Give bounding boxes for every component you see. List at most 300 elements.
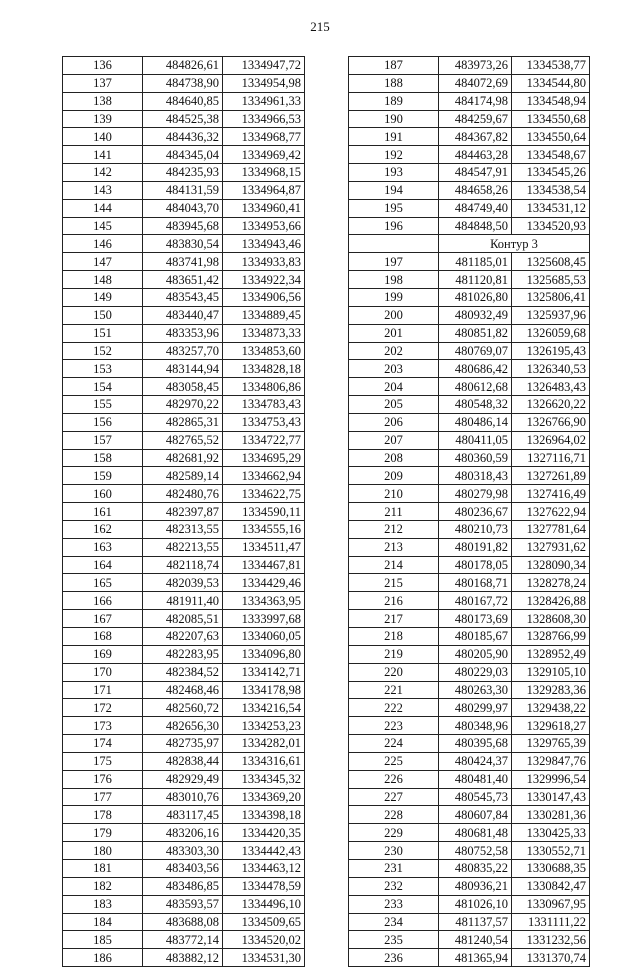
x-coordinate-cell: 484848,50 bbox=[439, 217, 512, 235]
point-number-cell: 235 bbox=[349, 931, 439, 949]
x-coordinate-cell: 484367,82 bbox=[439, 128, 512, 146]
point-number-cell: 230 bbox=[349, 842, 439, 860]
point-number-cell: 137 bbox=[63, 74, 143, 92]
table-row bbox=[63, 431, 305, 449]
point-number-cell: 145 bbox=[63, 217, 143, 235]
y-coordinate-cell: 1334316,61 bbox=[223, 752, 305, 770]
y-coordinate-cell: 1334467,81 bbox=[223, 556, 305, 574]
y-coordinate-cell: 1334253,23 bbox=[223, 717, 305, 735]
x-coordinate-cell: 480752,58 bbox=[439, 842, 512, 860]
y-coordinate-cell: 1334695,29 bbox=[223, 449, 305, 467]
x-coordinate-cell: 482838,44 bbox=[143, 752, 223, 770]
table-row bbox=[63, 788, 305, 806]
point-number-cell: 194 bbox=[349, 181, 439, 199]
point-number-cell: 229 bbox=[349, 824, 439, 842]
table-row bbox=[349, 449, 590, 467]
table-row bbox=[349, 628, 590, 646]
table-row bbox=[349, 57, 590, 75]
y-coordinate-cell: 1334216,54 bbox=[223, 699, 305, 717]
y-coordinate-cell: 1326340,53 bbox=[512, 360, 590, 378]
x-coordinate-cell: 480851,82 bbox=[439, 324, 512, 342]
table-row bbox=[349, 806, 590, 824]
point-number-cell: 160 bbox=[63, 485, 143, 503]
y-coordinate-cell: 1334969,42 bbox=[223, 146, 305, 164]
x-coordinate-cell: 484658,26 bbox=[439, 181, 512, 199]
y-coordinate-cell: 1334178,98 bbox=[223, 681, 305, 699]
table-row bbox=[63, 467, 305, 485]
y-coordinate-cell: 1334943,46 bbox=[223, 235, 305, 253]
y-coordinate-cell: 1334889,45 bbox=[223, 306, 305, 324]
x-coordinate-cell: 480411,05 bbox=[439, 431, 512, 449]
x-coordinate-cell: 480210,73 bbox=[439, 520, 512, 538]
x-coordinate-cell: 484259,67 bbox=[439, 110, 512, 128]
table-row bbox=[349, 324, 590, 342]
table-row bbox=[63, 449, 305, 467]
table-row bbox=[63, 538, 305, 556]
y-coordinate-cell: 1334828,18 bbox=[223, 360, 305, 378]
y-coordinate-cell: 1329847,76 bbox=[512, 752, 590, 770]
point-number-cell: 158 bbox=[63, 449, 143, 467]
table-row bbox=[349, 610, 590, 628]
point-number-cell: 157 bbox=[63, 431, 143, 449]
x-coordinate-cell: 482384,52 bbox=[143, 663, 223, 681]
table-row bbox=[63, 931, 305, 949]
y-coordinate-cell: 1334964,87 bbox=[223, 181, 305, 199]
page-number: 215 bbox=[310, 19, 330, 34]
y-coordinate-cell: 1334520,93 bbox=[512, 217, 590, 235]
x-coordinate-cell: 480686,42 bbox=[439, 360, 512, 378]
table-row bbox=[349, 949, 590, 967]
point-number-cell: 203 bbox=[349, 360, 439, 378]
table-row bbox=[349, 146, 590, 164]
point-number-cell: 161 bbox=[63, 503, 143, 521]
y-coordinate-cell: 1334906,56 bbox=[223, 288, 305, 306]
table-row bbox=[349, 217, 590, 235]
x-coordinate-cell: 480236,67 bbox=[439, 503, 512, 521]
table-row bbox=[349, 396, 590, 414]
x-coordinate-cell: 483543,45 bbox=[143, 288, 223, 306]
y-coordinate-cell: 1334363,95 bbox=[223, 592, 305, 610]
x-coordinate-cell: 484131,59 bbox=[143, 181, 223, 199]
table-row bbox=[349, 467, 590, 485]
x-coordinate-cell: 484547,91 bbox=[439, 164, 512, 182]
point-number-cell: 184 bbox=[63, 913, 143, 931]
point-number-cell: 138 bbox=[63, 92, 143, 110]
table-row bbox=[349, 592, 590, 610]
table-row bbox=[63, 413, 305, 431]
x-coordinate-cell: 482480,76 bbox=[143, 485, 223, 503]
y-coordinate-cell: 1331370,74 bbox=[512, 949, 590, 967]
point-number-cell: 193 bbox=[349, 164, 439, 182]
table-row bbox=[63, 288, 305, 306]
point-number-cell: 177 bbox=[63, 788, 143, 806]
table-row bbox=[63, 717, 305, 735]
point-number-cell: 200 bbox=[349, 306, 439, 324]
table-row bbox=[349, 306, 590, 324]
y-coordinate-cell: 1334096,80 bbox=[223, 645, 305, 663]
y-coordinate-cell: 1334511,47 bbox=[223, 538, 305, 556]
point-number-cell: 187 bbox=[349, 57, 439, 75]
table-row bbox=[63, 859, 305, 877]
table-row bbox=[349, 128, 590, 146]
y-coordinate-cell: 1330842,47 bbox=[512, 877, 590, 895]
point-number-cell: 186 bbox=[63, 949, 143, 967]
x-coordinate-cell: 483206,16 bbox=[143, 824, 223, 842]
x-coordinate-cell: 483486,85 bbox=[143, 877, 223, 895]
y-coordinate-cell: 1325806,41 bbox=[512, 288, 590, 306]
x-coordinate-cell: 483882,12 bbox=[143, 949, 223, 967]
y-coordinate-cell: 1328090,34 bbox=[512, 556, 590, 574]
point-number-cell: 154 bbox=[63, 378, 143, 396]
point-number-cell: 144 bbox=[63, 199, 143, 217]
table-row bbox=[63, 253, 305, 271]
x-coordinate-cell: 483303,30 bbox=[143, 842, 223, 860]
table-row bbox=[63, 699, 305, 717]
y-coordinate-cell: 1334548,94 bbox=[512, 92, 590, 110]
y-coordinate-cell: 1330425,33 bbox=[512, 824, 590, 842]
point-number-cell: 143 bbox=[63, 181, 143, 199]
table-row bbox=[63, 681, 305, 699]
table-row bbox=[349, 913, 590, 931]
point-number-cell: 180 bbox=[63, 842, 143, 860]
x-coordinate-cell: 482213,55 bbox=[143, 538, 223, 556]
y-coordinate-cell: 1326195,43 bbox=[512, 342, 590, 360]
y-coordinate-cell: 1334531,30 bbox=[223, 949, 305, 967]
x-coordinate-cell: 482970,22 bbox=[143, 396, 223, 414]
coordinates-table-right bbox=[348, 56, 590, 967]
x-coordinate-cell: 484235,93 bbox=[143, 164, 223, 182]
table-row bbox=[349, 253, 590, 271]
y-coordinate-cell: 1330281,36 bbox=[512, 806, 590, 824]
y-coordinate-cell: 1327116,71 bbox=[512, 449, 590, 467]
point-number-cell: 208 bbox=[349, 449, 439, 467]
point-number-cell: 207 bbox=[349, 431, 439, 449]
table-row bbox=[63, 271, 305, 289]
x-coordinate-cell: 483144,94 bbox=[143, 360, 223, 378]
x-coordinate-cell: 482397,87 bbox=[143, 503, 223, 521]
y-coordinate-cell: 1327622,94 bbox=[512, 503, 590, 521]
x-coordinate-cell: 481120,81 bbox=[439, 271, 512, 289]
y-coordinate-cell: 1328426,88 bbox=[512, 592, 590, 610]
y-coordinate-cell: 1326620,22 bbox=[512, 396, 590, 414]
point-number-cell: 165 bbox=[63, 574, 143, 592]
point-number-cell: 215 bbox=[349, 574, 439, 592]
x-coordinate-cell: 482118,74 bbox=[143, 556, 223, 574]
point-number-cell: 192 bbox=[349, 146, 439, 164]
x-coordinate-cell: 482313,55 bbox=[143, 520, 223, 538]
table-row bbox=[63, 342, 305, 360]
table-row bbox=[63, 306, 305, 324]
point-number-cell: 190 bbox=[349, 110, 439, 128]
x-coordinate-cell: 480395,68 bbox=[439, 735, 512, 753]
point-number-cell: 139 bbox=[63, 110, 143, 128]
point-number-cell: 195 bbox=[349, 199, 439, 217]
point-number-cell: 188 bbox=[349, 74, 439, 92]
x-coordinate-cell: 483440,47 bbox=[143, 306, 223, 324]
x-coordinate-cell: 482656,30 bbox=[143, 717, 223, 735]
point-number-cell: 219 bbox=[349, 645, 439, 663]
y-coordinate-cell: 1334550,68 bbox=[512, 110, 590, 128]
y-coordinate-cell: 1331111,22 bbox=[512, 913, 590, 931]
table-row bbox=[63, 360, 305, 378]
table-row bbox=[63, 877, 305, 895]
point-number-cell: 206 bbox=[349, 413, 439, 431]
x-coordinate-cell: 480348,96 bbox=[439, 717, 512, 735]
y-coordinate-cell: 1326964,02 bbox=[512, 431, 590, 449]
table-row bbox=[349, 770, 590, 788]
y-coordinate-cell: 1334550,64 bbox=[512, 128, 590, 146]
y-coordinate-cell: 1334933,83 bbox=[223, 253, 305, 271]
x-coordinate-cell: 484436,32 bbox=[143, 128, 223, 146]
table-row bbox=[349, 74, 590, 92]
table-row bbox=[349, 378, 590, 396]
y-coordinate-cell: 1330552,71 bbox=[512, 842, 590, 860]
point-number-cell: 217 bbox=[349, 610, 439, 628]
point-number-cell: 151 bbox=[63, 324, 143, 342]
x-coordinate-cell: 480279,98 bbox=[439, 485, 512, 503]
table-row bbox=[63, 146, 305, 164]
x-coordinate-cell: 484738,90 bbox=[143, 74, 223, 92]
x-coordinate-cell: 482085,51 bbox=[143, 610, 223, 628]
point-number-cell: 141 bbox=[63, 146, 143, 164]
table-row bbox=[63, 235, 305, 253]
point-number-cell: 198 bbox=[349, 271, 439, 289]
y-coordinate-cell: 1333997,68 bbox=[223, 610, 305, 628]
x-coordinate-cell: 484043,70 bbox=[143, 199, 223, 217]
point-number-cell: 224 bbox=[349, 735, 439, 753]
table-row bbox=[349, 288, 590, 306]
table-row bbox=[349, 663, 590, 681]
table-row bbox=[349, 110, 590, 128]
x-coordinate-cell: 483353,96 bbox=[143, 324, 223, 342]
point-number-cell: 220 bbox=[349, 663, 439, 681]
point-number-cell: 163 bbox=[63, 538, 143, 556]
y-coordinate-cell: 1329996,54 bbox=[512, 770, 590, 788]
y-coordinate-cell: 1325937,96 bbox=[512, 306, 590, 324]
y-coordinate-cell: 1329283,36 bbox=[512, 681, 590, 699]
point-number-cell: 179 bbox=[63, 824, 143, 842]
x-coordinate-cell: 480486,14 bbox=[439, 413, 512, 431]
x-coordinate-cell: 483945,68 bbox=[143, 217, 223, 235]
y-coordinate-cell: 1334961,33 bbox=[223, 92, 305, 110]
x-coordinate-cell: 484174,98 bbox=[439, 92, 512, 110]
table-row bbox=[63, 610, 305, 628]
y-coordinate-cell: 1334968,77 bbox=[223, 128, 305, 146]
point-number-cell: 232 bbox=[349, 877, 439, 895]
table-row bbox=[63, 520, 305, 538]
table-row bbox=[63, 324, 305, 342]
x-coordinate-cell: 481185,01 bbox=[439, 253, 512, 271]
point-number-cell: 197 bbox=[349, 253, 439, 271]
table-row bbox=[349, 503, 590, 521]
x-coordinate-cell: 484749,40 bbox=[439, 199, 512, 217]
x-coordinate-cell: 480360,59 bbox=[439, 449, 512, 467]
point-number-cell: 172 bbox=[63, 699, 143, 717]
y-coordinate-cell: 1334622,75 bbox=[223, 485, 305, 503]
y-coordinate-cell: 1334953,66 bbox=[223, 217, 305, 235]
x-coordinate-cell: 480167,72 bbox=[439, 592, 512, 610]
table-row bbox=[63, 181, 305, 199]
y-coordinate-cell: 1334398,18 bbox=[223, 806, 305, 824]
table-row bbox=[349, 645, 590, 663]
point-number-cell: 166 bbox=[63, 592, 143, 610]
contour-caption: Контур 3 bbox=[439, 235, 590, 253]
x-coordinate-cell: 482765,52 bbox=[143, 431, 223, 449]
y-coordinate-cell: 1327261,89 bbox=[512, 467, 590, 485]
table-row bbox=[63, 128, 305, 146]
x-coordinate-cell: 482865,31 bbox=[143, 413, 223, 431]
point-number-cell: 182 bbox=[63, 877, 143, 895]
point-number-cell: 181 bbox=[63, 859, 143, 877]
x-coordinate-cell: 484072,69 bbox=[439, 74, 512, 92]
point-number-cell: 148 bbox=[63, 271, 143, 289]
y-coordinate-cell: 1334520,02 bbox=[223, 931, 305, 949]
table-row bbox=[349, 92, 590, 110]
x-coordinate-cell: 483688,08 bbox=[143, 913, 223, 931]
y-coordinate-cell: 1330147,43 bbox=[512, 788, 590, 806]
x-coordinate-cell: 482929,49 bbox=[143, 770, 223, 788]
table-row bbox=[349, 735, 590, 753]
x-coordinate-cell: 483772,14 bbox=[143, 931, 223, 949]
point-number-cell: 169 bbox=[63, 645, 143, 663]
table-row bbox=[63, 913, 305, 931]
x-coordinate-cell: 480548,32 bbox=[439, 396, 512, 414]
point-number-cell: 168 bbox=[63, 628, 143, 646]
table-row bbox=[349, 752, 590, 770]
point-number-cell: 170 bbox=[63, 663, 143, 681]
y-coordinate-cell: 1334531,12 bbox=[512, 199, 590, 217]
table-row bbox=[63, 217, 305, 235]
x-coordinate-cell: 483117,45 bbox=[143, 806, 223, 824]
table-left-body bbox=[63, 57, 305, 967]
point-number-cell: 146 bbox=[63, 235, 143, 253]
x-coordinate-cell: 480191,82 bbox=[439, 538, 512, 556]
y-coordinate-cell: 1334369,20 bbox=[223, 788, 305, 806]
point-number-cell: 196 bbox=[349, 217, 439, 235]
x-coordinate-cell: 482468,46 bbox=[143, 681, 223, 699]
point-number-cell: 175 bbox=[63, 752, 143, 770]
point-number-cell: 199 bbox=[349, 288, 439, 306]
x-coordinate-cell: 482560,72 bbox=[143, 699, 223, 717]
y-coordinate-cell: 1334478,59 bbox=[223, 877, 305, 895]
table-row bbox=[349, 842, 590, 860]
point-number-cell: 236 bbox=[349, 949, 439, 967]
y-coordinate-cell: 1327781,64 bbox=[512, 520, 590, 538]
table-row bbox=[63, 485, 305, 503]
y-coordinate-cell: 1334922,34 bbox=[223, 271, 305, 289]
x-coordinate-cell: 483593,57 bbox=[143, 895, 223, 913]
y-coordinate-cell: 1334544,80 bbox=[512, 74, 590, 92]
x-coordinate-cell: 480173,69 bbox=[439, 610, 512, 628]
table-row bbox=[349, 271, 590, 289]
point-number-cell: 204 bbox=[349, 378, 439, 396]
y-coordinate-cell: 1334662,94 bbox=[223, 467, 305, 485]
x-coordinate-cell: 480932,49 bbox=[439, 306, 512, 324]
x-coordinate-cell: 483973,26 bbox=[439, 57, 512, 75]
x-coordinate-cell: 483651,42 bbox=[143, 271, 223, 289]
table-row bbox=[63, 57, 305, 75]
x-coordinate-cell: 481026,10 bbox=[439, 895, 512, 913]
table-row bbox=[63, 628, 305, 646]
point-number-cell: 183 bbox=[63, 895, 143, 913]
point-number-cell: 142 bbox=[63, 164, 143, 182]
y-coordinate-cell: 1328952,49 bbox=[512, 645, 590, 663]
point-number-cell: 162 bbox=[63, 520, 143, 538]
point-number-cell: 174 bbox=[63, 735, 143, 753]
point-number-cell: 155 bbox=[63, 396, 143, 414]
x-coordinate-cell: 481365,94 bbox=[439, 949, 512, 967]
x-coordinate-cell: 480936,21 bbox=[439, 877, 512, 895]
x-coordinate-cell: 481240,54 bbox=[439, 931, 512, 949]
point-number-cell: 167 bbox=[63, 610, 143, 628]
point-number-cell: 176 bbox=[63, 770, 143, 788]
point-number-cell: 202 bbox=[349, 342, 439, 360]
x-coordinate-cell: 480612,68 bbox=[439, 378, 512, 396]
y-coordinate-cell: 1334496,10 bbox=[223, 895, 305, 913]
point-number-cell: 225 bbox=[349, 752, 439, 770]
y-coordinate-cell: 1334806,86 bbox=[223, 378, 305, 396]
x-coordinate-cell: 480681,48 bbox=[439, 824, 512, 842]
y-coordinate-cell: 1334853,60 bbox=[223, 342, 305, 360]
point-number-cell: 191 bbox=[349, 128, 439, 146]
y-coordinate-cell: 1327931,62 bbox=[512, 538, 590, 556]
point-number-cell: 159 bbox=[63, 467, 143, 485]
table-row bbox=[349, 235, 590, 253]
table-row bbox=[63, 824, 305, 842]
y-coordinate-cell: 1327416,49 bbox=[512, 485, 590, 503]
y-coordinate-cell: 1329765,39 bbox=[512, 735, 590, 753]
y-coordinate-cell: 1334548,67 bbox=[512, 146, 590, 164]
y-coordinate-cell: 1334538,77 bbox=[512, 57, 590, 75]
table-row bbox=[63, 199, 305, 217]
x-coordinate-cell: 481911,40 bbox=[143, 592, 223, 610]
x-coordinate-cell: 484640,85 bbox=[143, 92, 223, 110]
table-row bbox=[349, 342, 590, 360]
table-row bbox=[349, 556, 590, 574]
y-coordinate-cell: 1328766,99 bbox=[512, 628, 590, 646]
y-coordinate-cell: 1334142,71 bbox=[223, 663, 305, 681]
y-coordinate-cell: 1329438,22 bbox=[512, 699, 590, 717]
point-number-cell: 221 bbox=[349, 681, 439, 699]
x-coordinate-cell: 480229,03 bbox=[439, 663, 512, 681]
x-coordinate-cell: 481026,80 bbox=[439, 288, 512, 306]
table-row bbox=[349, 413, 590, 431]
y-coordinate-cell: 1334753,43 bbox=[223, 413, 305, 431]
table-row bbox=[63, 592, 305, 610]
table-row bbox=[349, 717, 590, 735]
point-number-cell: 223 bbox=[349, 717, 439, 735]
point-number-cell: 218 bbox=[349, 628, 439, 646]
x-coordinate-cell: 483830,54 bbox=[143, 235, 223, 253]
x-coordinate-cell: 483257,70 bbox=[143, 342, 223, 360]
point-number-cell: 136 bbox=[63, 57, 143, 75]
table-row bbox=[349, 538, 590, 556]
y-coordinate-cell: 1325685,53 bbox=[512, 271, 590, 289]
y-coordinate-cell: 1326059,68 bbox=[512, 324, 590, 342]
y-coordinate-cell: 1334538,54 bbox=[512, 181, 590, 199]
table-row bbox=[349, 681, 590, 699]
x-coordinate-cell: 480835,22 bbox=[439, 859, 512, 877]
x-coordinate-cell: 482589,14 bbox=[143, 467, 223, 485]
table-row bbox=[349, 360, 590, 378]
point-number-cell: 140 bbox=[63, 128, 143, 146]
y-coordinate-cell: 1328278,24 bbox=[512, 574, 590, 592]
x-coordinate-cell: 484525,38 bbox=[143, 110, 223, 128]
table-row bbox=[63, 556, 305, 574]
y-coordinate-cell: 1334555,16 bbox=[223, 520, 305, 538]
table-row bbox=[349, 574, 590, 592]
x-coordinate-cell: 483010,76 bbox=[143, 788, 223, 806]
